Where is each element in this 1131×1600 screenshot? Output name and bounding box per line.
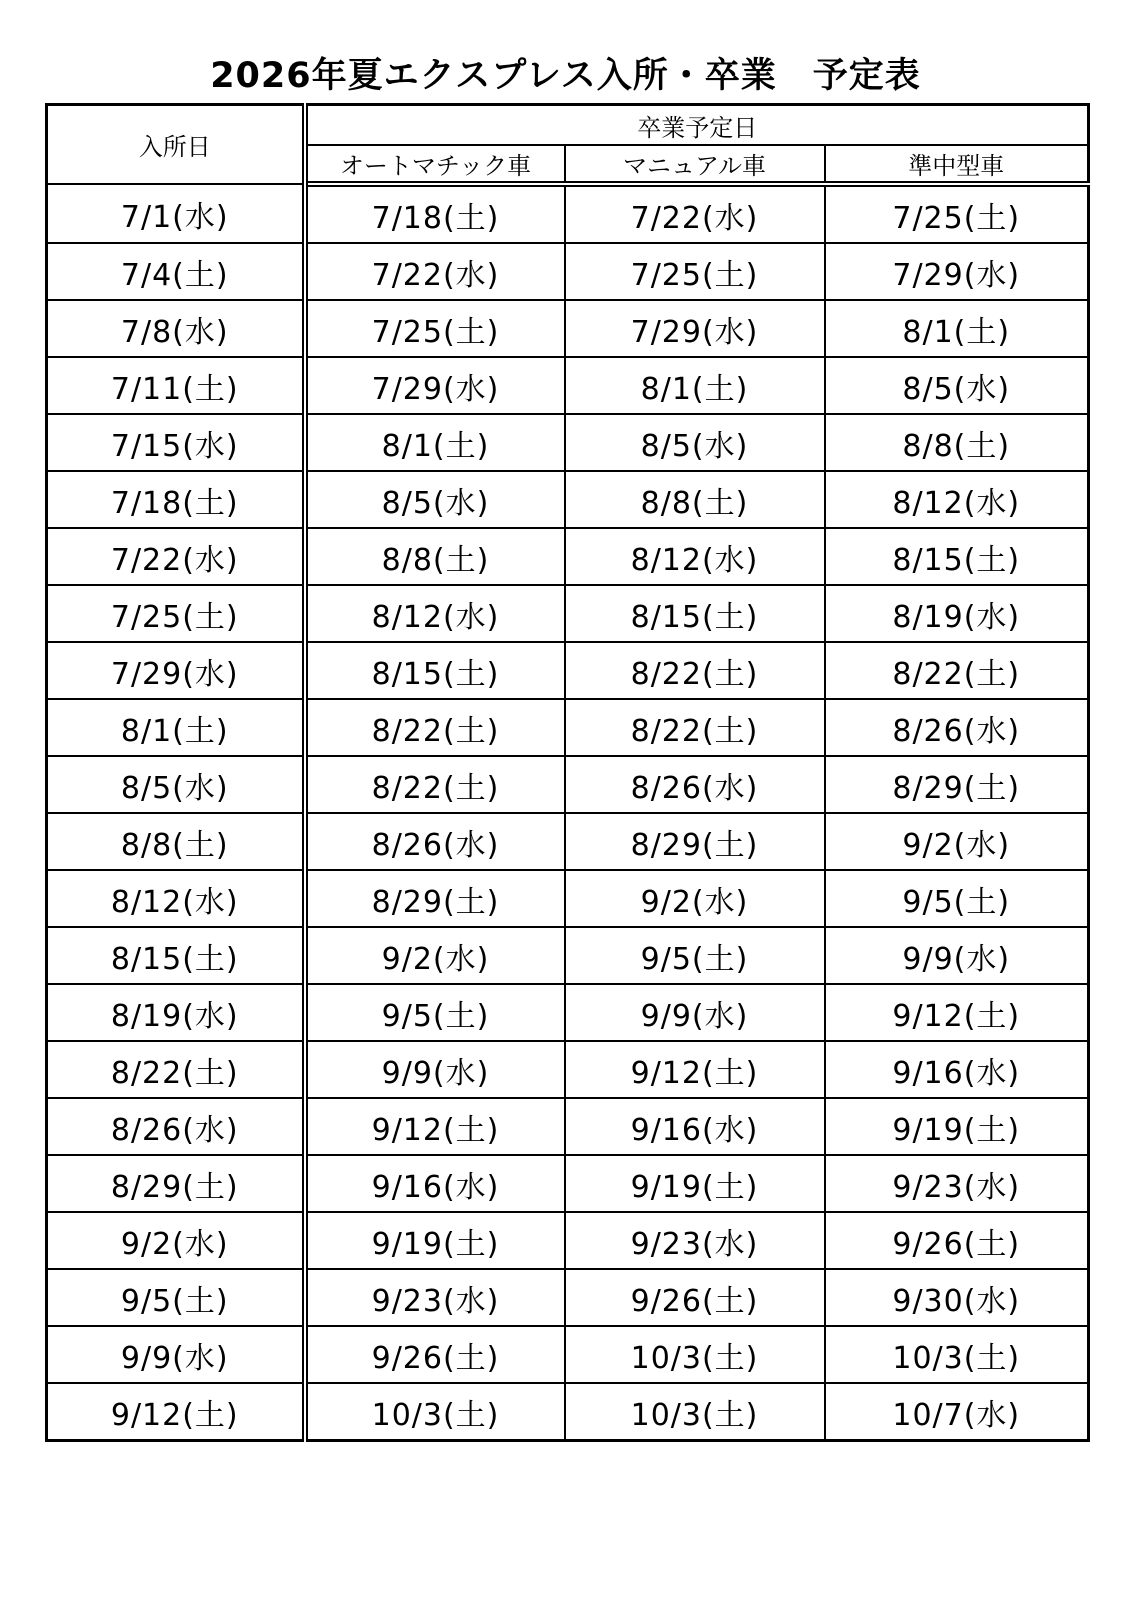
entry-date-cell: 7/8(水) [47, 300, 305, 357]
table-row [47, 300, 1089, 357]
manual-date-cell: 9/19(土) [565, 1155, 825, 1212]
header-automatic: オートマチック車 [305, 145, 565, 184]
automatic-date-cell: 10/3(土) [305, 1383, 565, 1441]
table-body [47, 184, 1089, 1441]
semi-medium-date-cell: 10/3(土) [825, 1326, 1089, 1383]
table-row [47, 984, 1089, 1041]
entry-date-cell: 7/18(土) [47, 471, 305, 528]
automatic-date-cell: 9/12(土) [305, 1098, 565, 1155]
semi-medium-date-cell: 10/7(水) [825, 1383, 1089, 1441]
entry-date-cell: 7/11(土) [47, 357, 305, 414]
manual-date-cell: 9/23(水) [565, 1212, 825, 1269]
table-row [47, 756, 1089, 813]
manual-date-cell: 8/5(水) [565, 414, 825, 471]
entry-date-cell: 8/12(水) [47, 870, 305, 927]
semi-medium-date-cell: 8/19(水) [825, 585, 1089, 642]
header-manual: マニュアル車 [565, 145, 825, 184]
automatic-date-cell: 9/23(水) [305, 1269, 565, 1326]
automatic-date-cell: 9/19(土) [305, 1212, 565, 1269]
entry-date-cell: 7/22(水) [47, 528, 305, 585]
table-row [47, 585, 1089, 642]
manual-date-cell: 8/22(土) [565, 642, 825, 699]
semi-medium-date-cell: 9/5(土) [825, 870, 1089, 927]
automatic-date-cell: 8/1(土) [305, 414, 565, 471]
manual-date-cell: 8/12(水) [565, 528, 825, 585]
automatic-date-cell: 8/12(水) [305, 585, 565, 642]
automatic-date-cell: 9/26(土) [305, 1326, 565, 1383]
manual-date-cell: 8/15(土) [565, 585, 825, 642]
entry-date-cell: 7/4(土) [47, 243, 305, 300]
semi-medium-date-cell: 8/12(水) [825, 471, 1089, 528]
entry-date-cell: 9/9(水) [47, 1326, 305, 1383]
semi-medium-date-cell: 9/19(土) [825, 1098, 1089, 1155]
manual-date-cell: 9/5(土) [565, 927, 825, 984]
automatic-date-cell: 8/15(土) [305, 642, 565, 699]
header-semi-medium: 準中型車 [825, 145, 1089, 184]
semi-medium-date-cell: 8/22(土) [825, 642, 1089, 699]
manual-date-cell: 9/9(水) [565, 984, 825, 1041]
semi-medium-date-cell: 9/26(土) [825, 1212, 1089, 1269]
manual-date-cell: 8/29(土) [565, 813, 825, 870]
table-header [47, 105, 1089, 185]
automatic-date-cell: 8/5(水) [305, 471, 565, 528]
semi-medium-date-cell: 9/23(水) [825, 1155, 1089, 1212]
entry-date-cell: 8/26(水) [47, 1098, 305, 1155]
semi-medium-date-cell: 8/8(土) [825, 414, 1089, 471]
entry-date-cell: 8/22(土) [47, 1041, 305, 1098]
semi-medium-date-cell: 9/16(水) [825, 1041, 1089, 1098]
automatic-date-cell: 9/16(水) [305, 1155, 565, 1212]
table-row [47, 1041, 1089, 1098]
table-row [47, 1098, 1089, 1155]
entry-date-cell: 7/15(水) [47, 414, 305, 471]
table-row [47, 1212, 1089, 1269]
entry-date-cell: 7/29(水) [47, 642, 305, 699]
automatic-date-cell: 8/22(土) [305, 699, 565, 756]
manual-date-cell: 7/22(水) [565, 184, 825, 243]
entry-date-cell: 8/29(土) [47, 1155, 305, 1212]
header-entry-date: 入所日 [47, 105, 305, 185]
automatic-date-cell: 9/5(土) [305, 984, 565, 1041]
table-row [47, 243, 1089, 300]
manual-date-cell: 7/29(水) [565, 300, 825, 357]
semi-medium-date-cell: 8/26(水) [825, 699, 1089, 756]
automatic-date-cell: 7/18(土) [305, 184, 565, 243]
semi-medium-date-cell: 8/5(水) [825, 357, 1089, 414]
table-row [47, 813, 1089, 870]
entry-date-cell: 8/15(土) [47, 927, 305, 984]
semi-medium-date-cell: 8/15(土) [825, 528, 1089, 585]
table-row [47, 642, 1089, 699]
semi-medium-date-cell: 9/30(水) [825, 1269, 1089, 1326]
table-row [47, 699, 1089, 756]
manual-date-cell: 10/3(土) [565, 1326, 825, 1383]
manual-date-cell: 9/12(土) [565, 1041, 825, 1098]
semi-medium-date-cell: 7/29(水) [825, 243, 1089, 300]
entry-date-cell: 8/8(土) [47, 813, 305, 870]
entry-date-cell: 9/2(水) [47, 1212, 305, 1269]
automatic-date-cell: 8/22(土) [305, 756, 565, 813]
automatic-date-cell: 8/26(水) [305, 813, 565, 870]
automatic-date-cell: 8/8(土) [305, 528, 565, 585]
entry-date-cell: 7/25(土) [47, 585, 305, 642]
automatic-date-cell: 8/29(土) [305, 870, 565, 927]
semi-medium-date-cell: 8/29(土) [825, 756, 1089, 813]
semi-medium-date-cell: 8/1(土) [825, 300, 1089, 357]
manual-date-cell: 8/1(土) [565, 357, 825, 414]
semi-medium-date-cell: 9/9(水) [825, 927, 1089, 984]
semi-medium-date-cell: 9/12(土) [825, 984, 1089, 1041]
manual-date-cell: 9/16(水) [565, 1098, 825, 1155]
manual-date-cell: 8/8(土) [565, 471, 825, 528]
manual-date-cell: 9/2(水) [565, 870, 825, 927]
automatic-date-cell: 7/25(土) [305, 300, 565, 357]
automatic-date-cell: 7/22(水) [305, 243, 565, 300]
table-row [47, 1269, 1089, 1326]
manual-date-cell: 10/3(土) [565, 1383, 825, 1441]
semi-medium-date-cell: 7/25(土) [825, 184, 1089, 243]
manual-date-cell: 8/22(土) [565, 699, 825, 756]
automatic-date-cell: 9/2(水) [305, 927, 565, 984]
entry-date-cell: 8/19(水) [47, 984, 305, 1041]
table-row [47, 870, 1089, 927]
entry-date-cell: 9/12(土) [47, 1383, 305, 1441]
header-graduation-group: 卒業予定日 [305, 105, 1089, 146]
entry-date-cell: 9/5(土) [47, 1269, 305, 1326]
table-row [47, 927, 1089, 984]
manual-date-cell: 8/26(水) [565, 756, 825, 813]
table-row [47, 1383, 1089, 1441]
entry-date-cell: 8/5(水) [47, 756, 305, 813]
semi-medium-date-cell: 9/2(水) [825, 813, 1089, 870]
table-row [47, 184, 1089, 243]
schedule-table [45, 103, 1090, 1442]
manual-date-cell: 9/26(土) [565, 1269, 825, 1326]
entry-date-cell: 8/1(土) [47, 699, 305, 756]
manual-date-cell: 7/25(土) [565, 243, 825, 300]
automatic-date-cell: 7/29(水) [305, 357, 565, 414]
table-row [47, 357, 1089, 414]
table-row [47, 471, 1089, 528]
table-row [47, 1155, 1089, 1212]
table-row [47, 528, 1089, 585]
entry-date-cell: 7/1(水) [47, 184, 305, 243]
table-row [47, 1326, 1089, 1383]
table-row [47, 414, 1089, 471]
page-title: 2026年夏エクスプレス入所・卒業 予定表 [210, 56, 921, 96]
automatic-date-cell: 9/9(水) [305, 1041, 565, 1098]
